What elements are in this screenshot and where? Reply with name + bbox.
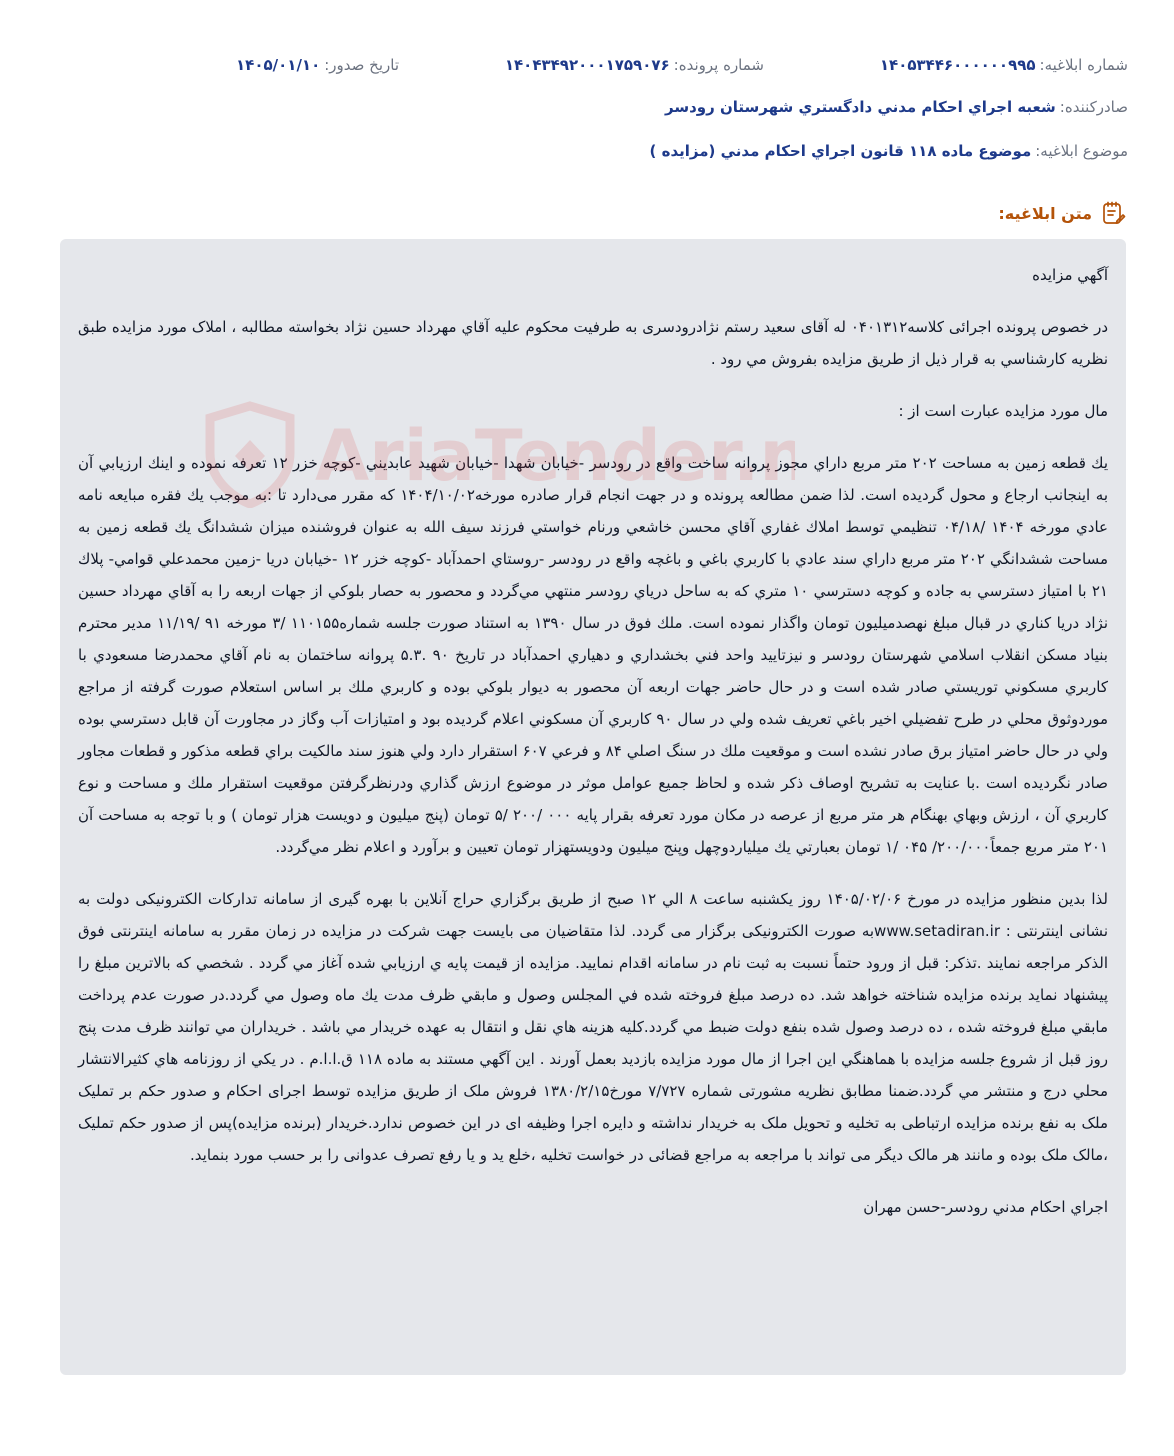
subject-line [650, 142, 1128, 160]
issuer-label: صادرکننده: [1059, 98, 1128, 116]
notice-heading: آگهي مزايده [1032, 266, 1108, 284]
case-number-value: ۱۴۰۴۳۴۹۲۰۰۰۱۷۵۹۰۷۶ [504, 56, 670, 74]
case-number [505, 56, 764, 74]
notice-text-title: متن ابلاغيه: [998, 203, 1092, 223]
subject-label: موضوع ابلاغيه: [1035, 142, 1128, 160]
subject-value: موضوع ماده ۱۱۸ قانون اجراي احکام مدني (مزايده ) [649, 142, 1032, 160]
notice-number-value: ۱۴۰۵۳۴۴۶۰۰۰۰۰۰۹۹۵ [879, 56, 1036, 74]
notice-paragraph-intro: در خصوص پرونده اجرائی کلاسه۰۴۰۱۳۱۲ له آقای سعید رستم نژادرودسری به طرفیت محکوم علیه آقاي مهرداد حسين نژاد بخواسته مطالبه ، املاک مورد مزايده طبق نظريه کارشناسي به قرار ذيل از طريق مزايده بفروش مي رود . [78, 318, 1108, 368]
notice-document-icon [1100, 200, 1126, 226]
notice-paragraph-auction-terms: لذا بدين منظور مزايده در مورخ ۱۴۰۵/۰۲/۰۶ روز يکشنبه ساعت ۸ الي ۱۲ صبح از طريق برگزاري حراج آنلاين با بهره گيری از سامانه تدارکات الکترونيکی دولت به نشانی اينترنتی : www.setadiran.irبه صورت الکترونيکی برگزار می گردد. لذا متقاضيان می بايست جهت شرکت در مزايده در زمان مقرر به سامانه اينترنتی فوق الذکر مراجعه نمايند .تذکر: قبل از ورود حتماً نسبت به ثبت نام در سامانه اقدام نماييد. مزايده از قيمت پايه ي ارزيابي شده آغاز مي گردد . شخصي که بالاترين مبلغ را پيشنهاد نمايد برنده مزايده شناخته خواهد شد. ده درصد مبلغ فروخته شده في المجلس وصول و مابقي ظرف مدت يك ماه وصول مي گردد.در صورت عدم پرداخت مابقي مبلغ فروخته شده ، ده درصد وصول شده بنفع دولت ضبط مي گردد.کليه هزينه هاي نقل و انتقال به عهده خريدار مي باشد . خريداران مي توانند ظرف مدت پنج روز قبل از شروع جلسه مزايده با هماهنگي اين اجرا از مال مورد مزايده بازديد بعمل آورند . اين آگهي مستند به ماده ۱۱۸ ق.ا.ا.م . در يکي از روزنامه هاي کثيرالانتشار محلي درج و منتشر مي گردد.ضمنا مطابق نظريه مشورتی شماره ۷/۷۲۷ مورخ۱۳۸۰/۲/۱۵ فروش ملک از طريق مزايده توسط اجرای احکام و صدور حکم بر تمليک ملک به نفع برنده مزايده ارتباطی به تخليه و تحويل ملک به خريدار نداشته و دايره اجرا وظيفه ای در اين خصوص ندارد.خريدار (برنده مزايده)پس از صدور حکم تمليک ،مالک ملک بوده و مانند هر مالک ديگر می تواند با مراجعه به مراجع قضائی در خواست تخليه ،خلع يد و يا رفع تصرف عدوانی را بر حسب مورد بنمايد. [78, 890, 1108, 1164]
notice-meta-row [0, 56, 1174, 84]
notice-paragraph-property-description: يك قطعه زمين به مساحت ۲۰۲ متر مربع داراي مجوز پروانه ساخت واقع در رودسر -خيابان شهدا -خيابان شهيد عابديني -كوچه خزر ۱۲ تعرفه نموده و اينك ارزيابي آن به اينجانب ارجاع و محول گرديده است. لذا ضمن مطالعه پرونده و در جهت انجام قرار صادره مورخه۱۴۰۴/۱۰/۰۲ که مقرر می‌دارد تا :به موجب يك فقره مبايعه نامه عادي مورخه ۱۴۰۴ /۰۴/۱۸ تنظيمي توسط املاك غفاري آقاي محسن خاشعي ورنام خواستي فرزند سيف الله به عنوان فروشنده ميزان ششدانگ يك قطعه زمين به مساحت ششدانگي ۲۰۲ متر مربع داراي سند عادي با كاربري باغي و باغچه واقع در رودسر -روستاي احمدآباد -كوچه خزر ۱۲ -خيابان دريا -زمين محمدعلي قوامي- پلاك ۲۱ با امتياز دسترسي به جاده و كوچه دسترسي ۱۰ متري كه به ساحل درياي رودسر منتهي مي‌گردد و محصور به حصار بلوكي از جهات اربعه را به آقاي مهرداد حسين نژاد دريا كناري در قبال مبلغ نهصدميليون تومان واگذار نموده است. ملك فوق در سال ۱۳۹۰ به استناد صورت جلسه شماره۱۱۰۱۵۵ /۳ مورخه ۹۱ /۱۱/۱۹ مدير محترم بنياد مسكن انقلاب اسلامي شهرستان رودسر و نيزتاييد واحد فني بخشداري و دهياري احمدآباد در تاريخ ۹۰ .۵.۳ پروانه ساختمان به نام آقاي محمدرضا مسعودي با كاربري مسكوني توريستي صادر شده است و در حال حاضر جهات اربعه آن محصور به ديوار بلوكي بوده و كاربري ملك بر اساس استعلام صورت گرفته از مراجع موردوثوق محلي در طرح تفضيلي اخير باغي تعريف شده ولي در سال ۹۰ كاربري آن مسكوني اعلام گرديده بود و امتيازات آب وگاز در مجاورت آن قابل دسترسي بوده ولي در حال حاضر امتياز برق صادر نشده است و موقعيت ملك در سنگ اصلي ۸۴ و فرعي ۶۰۷ استقرار دارد ولي هنوز سند مالكيت براي قطعه مذكور و قطعات مجاور صادر نگرديده است .با عنايت به تشريح اوصاف ذكر شده و لحاظ جميع عوامل موثر در موضوع ارزش گذاري ودرنظرگرفتن موقعيت استقرار ملك و مساحت و نوع كاربري آن ، ارزش وبهاي بهنگام هر متر مربع از عرصه در مكان مورد تعرفه بقرار پايه ۰۰۰ /۲۰۰ /۵ تومان (پنج ميليون و دويست هزار تومان ) و با توجه به مساحت آن ۲۰۱ متر مربع جمعاً۲۰۰/۰۰۰/ ۰۴۵ /۱ تومان بعبارتي يك ميلياردوچهل وپنج ميليون ودويستهزار تومان تعيين و برآورد و اعلام نظر مي‌گردد. [78, 454, 1109, 856]
issuer-value: شعبه اجراي احکام مدني دادگستري شهرستان رودسر [665, 98, 1056, 116]
issuer-line [665, 98, 1128, 116]
notice-content-box [60, 239, 1126, 1375]
issue-date-value: ۱۴۰۵/۰۱/۱۰ [236, 56, 321, 74]
notice-number-label: شماره ابلاغيه: [1039, 56, 1128, 74]
notice-signature: اجراي احكام مدني رودسر-حسن مهران [863, 1198, 1108, 1216]
case-number-label: شماره پرونده: [673, 56, 764, 74]
notice-paragraph-property-title: مال مورد مزايده عبارت است از : [898, 402, 1108, 420]
issue-date-label: تاريخ صدور: [324, 56, 399, 74]
notice-number [880, 56, 1128, 74]
issue-date [236, 56, 399, 74]
notice-text-heading [998, 200, 1126, 226]
